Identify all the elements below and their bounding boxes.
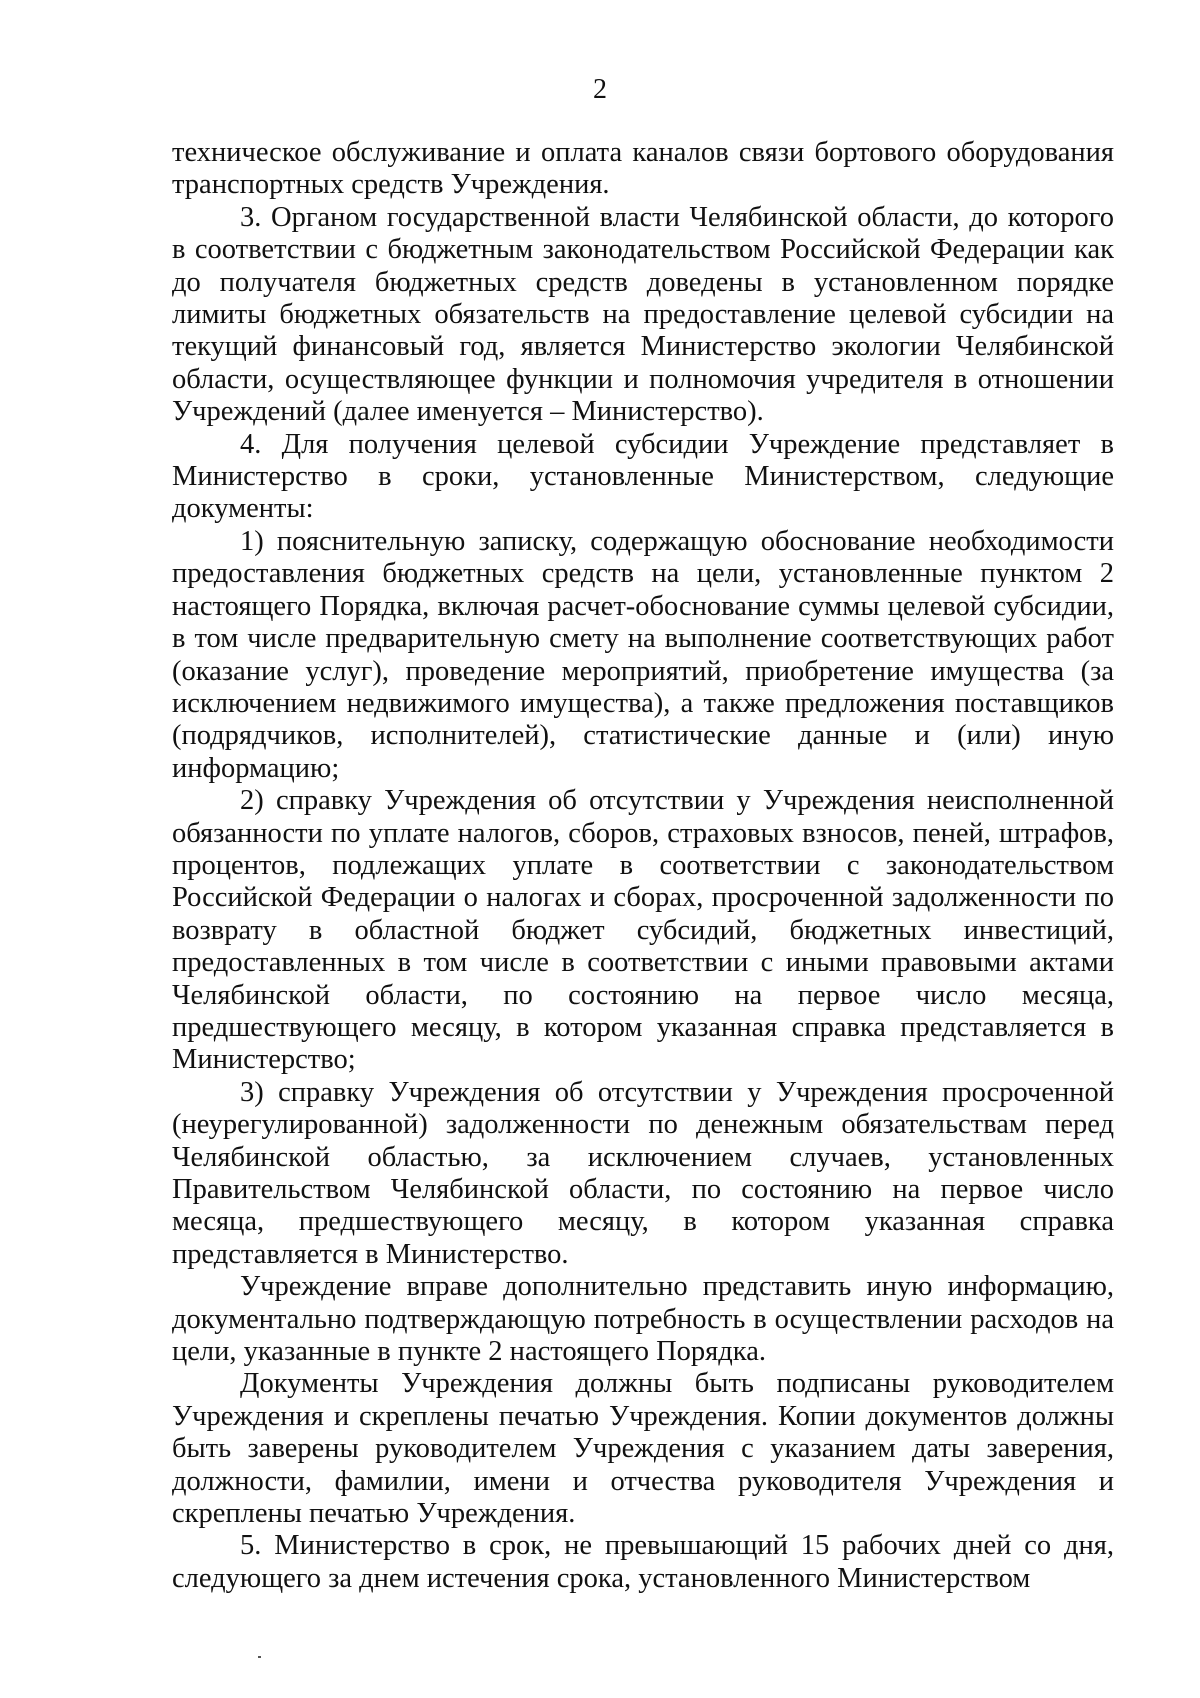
page-number: 2 [593, 74, 607, 105]
paragraph-documents-signing: Документы Учреждения должны быть подписаны руководителем Учреждения и скреплены печатью Учреждения. Копии документов должны быть заверены руководителем Учреждения с указанием даты заверения, должности, фамилии, имени и отчества руководителя Учреждения и скреплены печатью Учреждения. [172, 1368, 1114, 1530]
list-item-3: 3) справку Учреждения об отсутствии у Учреждения просроченной (неурегулированной) задолженности по денежным обязательствам перед Челябинской областью, за исключением случаев, установленных Правительством Челябинской области, по состоянию на первое число месяца, предшествующего месяцу, в котором указанная справка представляется в Министерство. [172, 1076, 1114, 1270]
paragraph-3: 3. Органом государственной власти Челябинской области, до которого в соответствии с бюджетным законодательством Российской Федерации как до получателя бюджетных средств доведены в установленном порядке лимиты бюджетных обязательств на предоставление целевой субсидии на текущий финансовый год, является Министерство экологии Челябинской области, осуществляющее функции и полномочия учредителя в отношении Учреждений (далее именуется – Министерство). [172, 201, 1114, 428]
scan-speck [258, 1656, 261, 1658]
paragraph-additional-info: Учреждение вправе дополнительно представить иную информацию, документально подтверждающую потребность в осуществлении расходов на цели, указанные в пункте 2 настоящего Порядка. [172, 1271, 1114, 1368]
paragraph-5: 5. Министерство в срок, не превышающий 15 рабочих дней со дня, следующего за днем истечения срока, установленного Министерством [172, 1530, 1114, 1594]
list-item-1: 1) пояснительную записку, содержащую обоснование необходимости предоставления бюджетных средств на цели, установленные пунктом 2 настоящего Порядка, включая расчет-обоснование суммы целевой субсидии, в том числе предварительную смету на выполнение соответствующих работ (оказание услуг), проведение мероприятий, приобретение имущества (за исключением недвижимого имущества), а также предложения поставщиков (подрядчиков, исполнителей), статистические данные и (или) иную информацию; [172, 525, 1114, 784]
list-item-2: 2) справку Учреждения об отсутствии у Учреждения неисполненной обязанности по уплате налогов, сборов, страховых взносов, пеней, штрафов, процентов, подлежащих уплате в соответствии с законодательством Российской Федерации о налогах и сборах, просроченной задолженности по возврату в областной бюджет субсидий, бюджетных инвестиций, предоставленных в том числе в соответствии с иными правовыми актами Челябинской области, по состоянию на первое число месяца, предшествующего месяцу, в котором указанная справка представляется в Министерство; [172, 785, 1114, 1076]
document-body [172, 137, 1114, 1595]
paragraph-continuation: техническое обслуживание и оплата каналов связи бортового оборудования транспортных средств Учреждения. [172, 137, 1114, 201]
paragraph-4: 4. Для получения целевой субсидии Учреждение представляет в Министерство в сроки, установленные Министерством, следующие документы: [172, 428, 1114, 525]
